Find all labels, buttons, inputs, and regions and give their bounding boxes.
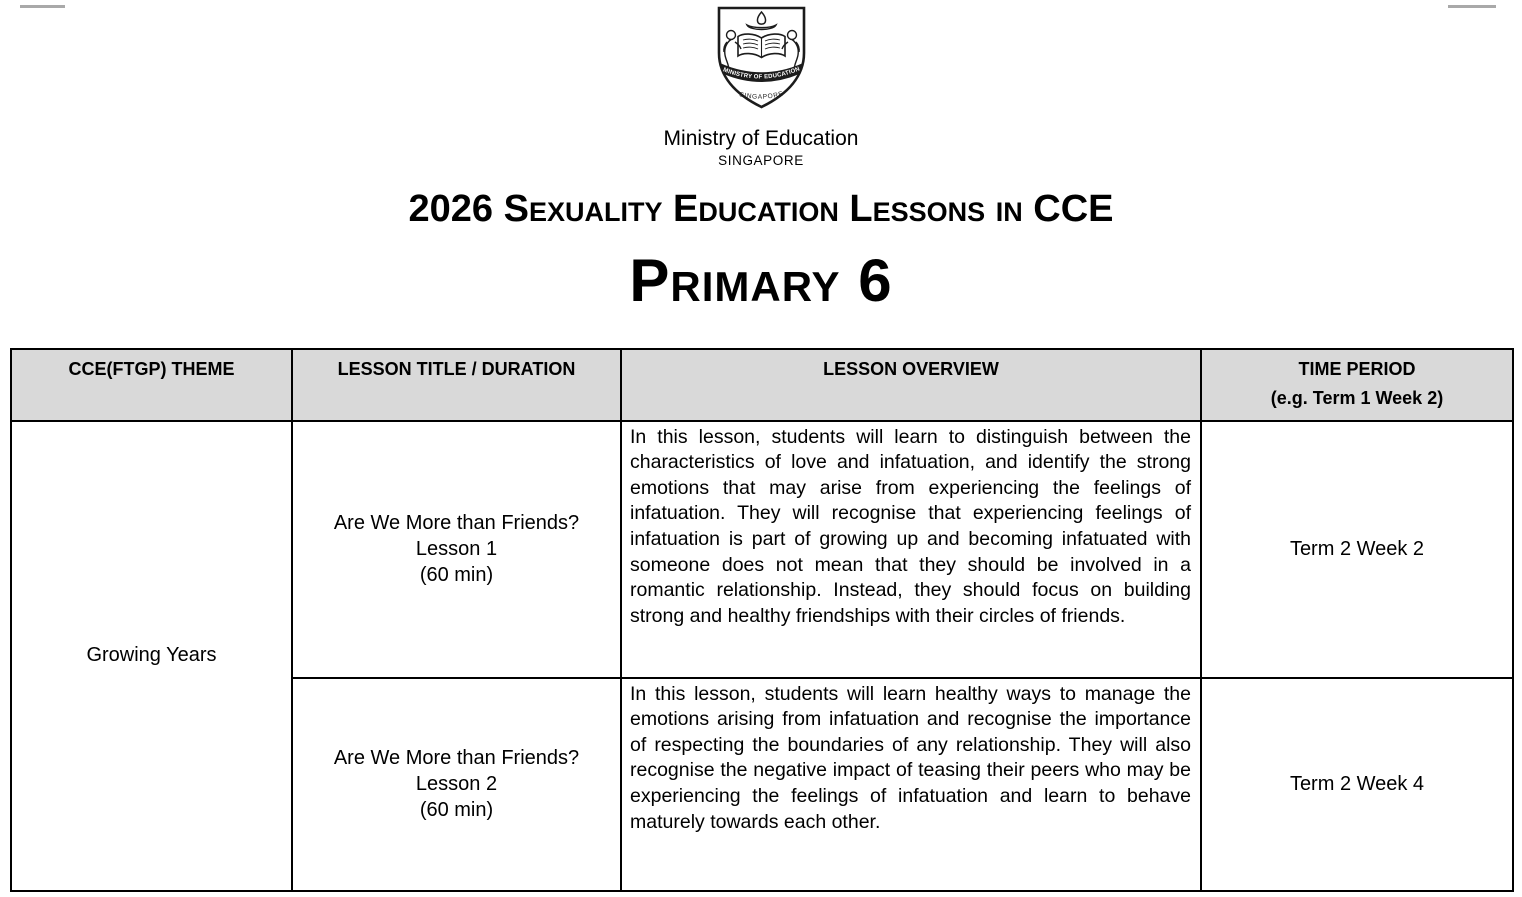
lessons-table xyxy=(10,348,1514,892)
org-name: Ministry of Education xyxy=(663,127,859,150)
col-header-overview xyxy=(621,349,1201,421)
time-period-cell: Term 2 Week 2 xyxy=(1201,421,1513,678)
document-header xyxy=(0,5,1522,312)
col-header-lesson xyxy=(292,349,621,421)
lesson-duration: (60 min) xyxy=(419,799,494,822)
org-country: SINGAPORE xyxy=(718,153,804,169)
lesson-overview-cell: In this lesson, students will learn healthy ways to manage the emotions arising from infatuation and recognise the importance of respecting the boundaries of any relationship. They will also recognise the negative impact of teasing their peers who may be experiencing the feelings of infatuation and learn to behave maturely towards each other. xyxy=(621,678,1201,891)
table-row-lesson-1 xyxy=(11,421,1513,678)
page-edge-artifact-right xyxy=(1448,5,1496,8)
table-header-row xyxy=(11,349,1513,421)
page-edge-artifact-left xyxy=(20,5,65,8)
crest-banner-text: MINISTRY OF EDUCATION xyxy=(721,66,801,81)
lesson-title: Are We More than Friends? xyxy=(333,512,580,535)
lesson-title-cell xyxy=(292,678,621,891)
theme-cell: Growing Years xyxy=(11,421,292,891)
crest-icon xyxy=(710,5,813,111)
lesson-duration: (60 min) xyxy=(419,564,494,587)
col-header-time-note: (e.g. Term 1 Week 2) xyxy=(1270,388,1444,409)
col-header-overview-label: LESSON OVERVIEW xyxy=(823,358,999,379)
crest-country-text: SINGAPORE xyxy=(738,90,785,101)
lesson-title-cell xyxy=(292,421,621,678)
level-title: Primary 6 xyxy=(629,246,893,314)
lesson-title: Are We More than Friends? xyxy=(333,747,580,770)
col-header-theme-label: CCE(FTGP) THEME xyxy=(68,358,235,379)
time-period-cell: Term 2 Week 4 xyxy=(1201,678,1513,891)
col-header-time xyxy=(1201,349,1513,421)
col-header-lesson-label: LESSON TITLE / DURATION xyxy=(337,358,576,379)
document-title: 2026 Sexuality Education Lessons in CCE xyxy=(408,188,1114,231)
lesson-number: Lesson 1 xyxy=(415,538,498,561)
col-header-time-label: TIME PERIOD xyxy=(1298,358,1416,379)
lesson-overview-cell: In this lesson, students will learn to distinguish between the characteristics of love and infatuation, and identify the strong emotions that may arise from experiencing the feelings of infatuation. They will recognise that experiencing feelings of infatuation is part of growing up and becoming infatuated with someone does not mean that they should be involved in a romantic relationship. Instead, they should focus on building strong and healthy friendships with their circles of friends. xyxy=(621,421,1201,678)
lesson-number: Lesson 2 xyxy=(415,773,498,796)
col-header-theme xyxy=(11,349,292,421)
moe-crest-logo xyxy=(0,5,1522,116)
